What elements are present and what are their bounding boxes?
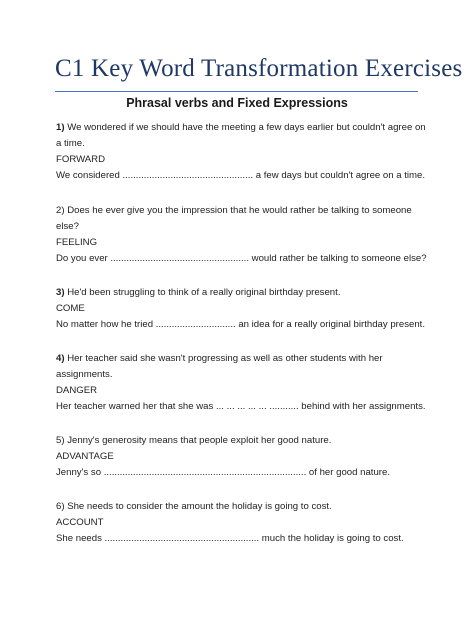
exercise-1-question-text: We wondered if we should have the meeting a few days earlier but couldn't agree on [64,122,426,133]
exercise-1-answer-line: We considered ................................................. a few days but couldn't agree on a time. [56,170,426,181]
exercise-4-number: 4) [56,353,65,364]
exercise-2-question-line-2: else? [56,221,79,232]
exercise-2-answer-line: Do you ever .................................................... would rather be talking to someone else? [56,253,427,264]
exercise-1-number: 1) [56,122,65,133]
exercise-2-number: 2) [56,205,65,216]
exercise-4-question-line-2: assignments. [56,369,113,380]
exercise-5-question-text: Jenny's generosity means that people exploit her good nature. [64,435,332,446]
exercise-5-keyword: ADVANTAGE [56,451,114,462]
exercise-6-number: 6) [56,501,65,512]
exercise-4-question-text: Her teacher said she wasn't progressing as well as other students with her [64,353,383,364]
exercise-5-question-line-1 [56,435,331,447]
exercise-1-keyword: FORWARD [56,154,106,165]
exercise-4-question-line-1 [56,353,383,365]
exercise-5-answer-line: Jenny's so ............................................................................ of her good nature. [56,467,391,478]
exercise-1-question-line-2: a time. [56,138,85,149]
exercise-3-number: 3) [56,287,65,298]
title-underline [55,91,418,92]
exercise-3-question-line-1 [56,287,340,299]
document-subtitle: Phrasal verbs and Fixed Expressions [126,96,348,110]
exercise-4-answer-line: Her teacher warned her that she was ... ... ... ... ... ........... behind with her assignments. [56,401,426,412]
exercise-2-question-line-1 [56,205,412,217]
exercise-1-question-line-1 [56,122,426,134]
exercise-3-keyword: COME [56,303,85,314]
exercise-4-keyword: DANGER [56,385,98,396]
exercise-2-question-text: Does he ever give you the impression that he would rather be talking to someone [64,205,412,216]
exercise-6-question-text: She needs to consider the amount the holiday is going to cost. [64,501,332,512]
exercise-3-answer-line: No matter how he tried .............................. an idea for a really original birthday present. [56,319,425,330]
document-title: C1 Key Word Transformation Exercises [55,55,463,82]
exercise-6-answer-line: She needs .......................................................... much the holiday is going to cost. [56,533,404,544]
exercise-6-keyword: ACCOUNT [56,517,104,528]
exercise-5-number: 5) [56,435,65,446]
exercise-3-question-text: He'd been struggling to think of a really original birthday present. [64,287,341,298]
exercise-6-question-line-1 [56,501,332,513]
exercise-2-keyword: FEELING [56,237,98,248]
